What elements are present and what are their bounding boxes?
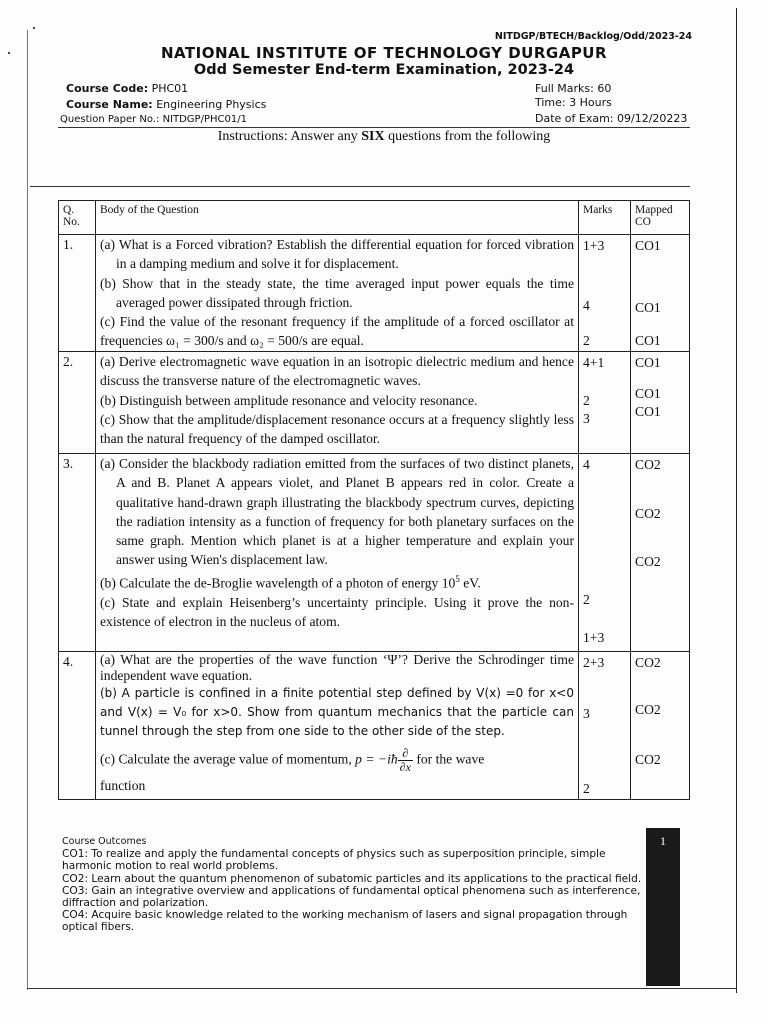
question-number: 1. <box>59 235 96 352</box>
question-row-2 <box>59 352 690 454</box>
co-value: CO2 <box>635 702 661 717</box>
partial-derivative: $\frac{\partial}{\partial x}$ <box>399 746 411 774</box>
marks-value: 4 <box>583 298 590 313</box>
question-body <box>96 235 579 352</box>
header-co: Mapped CO <box>631 201 690 235</box>
instructions: Instructions: Answer any SIX questions from the following <box>217 129 551 144</box>
page-border-left <box>27 30 28 990</box>
question-part-c-tail: function <box>100 778 146 793</box>
page-number: 1 <box>660 834 666 848</box>
page-border-bottom <box>27 988 737 989</box>
question-part-b: (b) Show that in the steady state, the time averaged input power equals the time averaged power dissipated through friction. <box>100 275 574 310</box>
header-body: Body of the Question <box>96 201 579 235</box>
header-marks: Marks <box>579 201 631 235</box>
course-outcomes <box>62 836 642 934</box>
marks-value: 2 <box>583 781 590 796</box>
marks-cell <box>579 352 631 454</box>
section-divider <box>30 186 690 187</box>
co-value: CO2 <box>635 752 661 767</box>
co-value: CO1 <box>635 300 661 315</box>
question-number: 2. <box>59 352 96 454</box>
co-cell <box>631 235 690 352</box>
question-number: 4. <box>59 652 96 800</box>
question-part-a: (a) Consider the blackbody radiation emitted from the surfaces of two distinct planets, A and B. Planet A appears violet, and Planet B appears red in color. Create a qualitative hand-drawn graph illustrating the blackbody spectrum curves, depicting the radiation intensity as a function of frequency for both planetary surfaces on the same graph. Mention which planet is at a higher temperature and explain your answer using Wien's displacement law. <box>100 456 574 568</box>
marks-value: 2 <box>583 592 590 607</box>
marks-value: 1+3 <box>583 630 605 645</box>
co-cell <box>631 454 690 652</box>
co-value: CO1 <box>635 355 661 370</box>
marks-cell <box>579 652 631 800</box>
course-code: Course Code: PHC01 <box>66 82 189 95</box>
scan-speck <box>33 27 35 29</box>
co-value: CO1 <box>635 386 661 401</box>
co-value: CO2 <box>635 554 661 569</box>
question-row-1 <box>59 235 690 352</box>
question-part-c: (c) Show that the amplitude/displacement resonance occurs at a frequency slightly less than the natural frequency of the damped oscillator. <box>100 411 574 447</box>
question-part-a: (a) What is a Forced vibration? Establish the differential equation for forced vibration in a damping medium and solve it for displacement. <box>100 237 574 272</box>
question-paper-no: Question Paper No.: NITDGP/PHC01/1 <box>60 114 247 125</box>
reference-code: NITDGP/BTECH/Backlog/Odd/2023-24 <box>494 31 692 42</box>
marks-value: 2+3 <box>583 655 605 670</box>
questions-table <box>58 200 690 800</box>
question-body <box>96 454 579 652</box>
course-outcomes-title: Course Outcomes <box>62 836 147 847</box>
question-part-c: (c) Calculate the average value of momentum, p = −iħ $\frac{\partial}{\partial x}$ for the wave <box>100 746 485 774</box>
outcome-item: CO2: Learn about the quantum phenomenon of subatomic particles and its applications to the practical field. <box>62 872 642 885</box>
marks-cell <box>579 454 631 652</box>
outcome-item: CO1: To realize and apply the fundamental concepts of physics such as superposition principle, simple harmonic motion to real world problems. <box>62 848 606 873</box>
full-marks: Full Marks: 60 <box>535 82 612 95</box>
question-part-b: (b) A particle is confined in a finite potential step defined by V(x) =0 for x<0 and V(x) = V₀ for x>0. Show from quantum mechanics that the particle can tunnel through the step from one side to the other side of the step. <box>100 686 574 738</box>
time-allowed: Time: 3 Hours <box>535 96 612 109</box>
question-row-4 <box>59 652 690 800</box>
question-body <box>96 352 579 454</box>
question-part-b: (b) Distinguish between amplitude resonance and velocity resonance. <box>100 392 478 408</box>
course-name: Course Name: Engineering Physics <box>66 98 267 111</box>
co-value: CO1 <box>635 333 661 348</box>
co-value: CO1 <box>635 404 661 419</box>
page-number-box <box>646 828 680 986</box>
marks-cell <box>579 235 631 352</box>
outcome-item: CO4: Acquire basic knowledge related to the working mechanism of lasers and signal propagation through optical fibers. <box>62 909 628 934</box>
institute-name: NATIONAL INSTITUTE OF TECHNOLOGY DURGAPUR <box>160 44 608 62</box>
outcome-item: CO3: Gain an integrative overview and applications of fundamental optical phenomena such as interference, diffraction and polarization. <box>62 884 641 910</box>
co-value: CO2 <box>635 655 661 670</box>
exam-title: Odd Semester End-term Examination, 2023-24 <box>193 62 575 78</box>
marks-value: 2 <box>583 393 590 408</box>
table-header-row <box>59 201 690 235</box>
page-border-right <box>736 8 737 993</box>
question-row-3 <box>59 454 690 652</box>
question-part-b: (b) Calculate the de-Broglie wavelength of a photon of energy $10^5$ eV. <box>100 573 481 591</box>
co-value: CO1 <box>635 238 661 253</box>
question-part-c: (c) Find the value of the resonant frequency if the amplitude of a forced oscillator at frequencies ω₁ = 300/s and ω₂ = 500/s are equal. <box>100 314 574 349</box>
co-value: CO2 <box>635 457 661 472</box>
marks-value: 2 <box>583 333 590 348</box>
exam-date: Date of Exam: 09/12/20223 <box>535 112 688 125</box>
header-qno: Q. No. <box>59 201 96 235</box>
co-value: CO2 <box>635 506 661 521</box>
marks-value: 4+1 <box>583 355 605 370</box>
marks-value: 4 <box>583 457 590 472</box>
question-part-c: (c) State and explain Heisenberg’s uncertainty principle. Using it prove the non-existence of electron in the nucleus of atom. <box>100 594 574 629</box>
meta-divider <box>58 127 690 128</box>
question-part-a: (a) Derive electromagnetic wave equation in an isotropic dielectric medium and hence discuss the transverse nature of the electromagnetic waves. <box>100 354 574 389</box>
co-cell <box>631 652 690 800</box>
marks-value: 1+3 <box>583 238 605 253</box>
co-cell <box>631 352 690 454</box>
question-number: 3. <box>59 454 96 652</box>
marks-value: 3 <box>583 411 590 426</box>
question-part-a: (a) What are the properties of the wave function ‘Ψ’? Derive the Schrodinger time independent wave equation. <box>100 652 574 683</box>
question-body <box>96 652 579 800</box>
marks-value: 3 <box>583 706 590 721</box>
